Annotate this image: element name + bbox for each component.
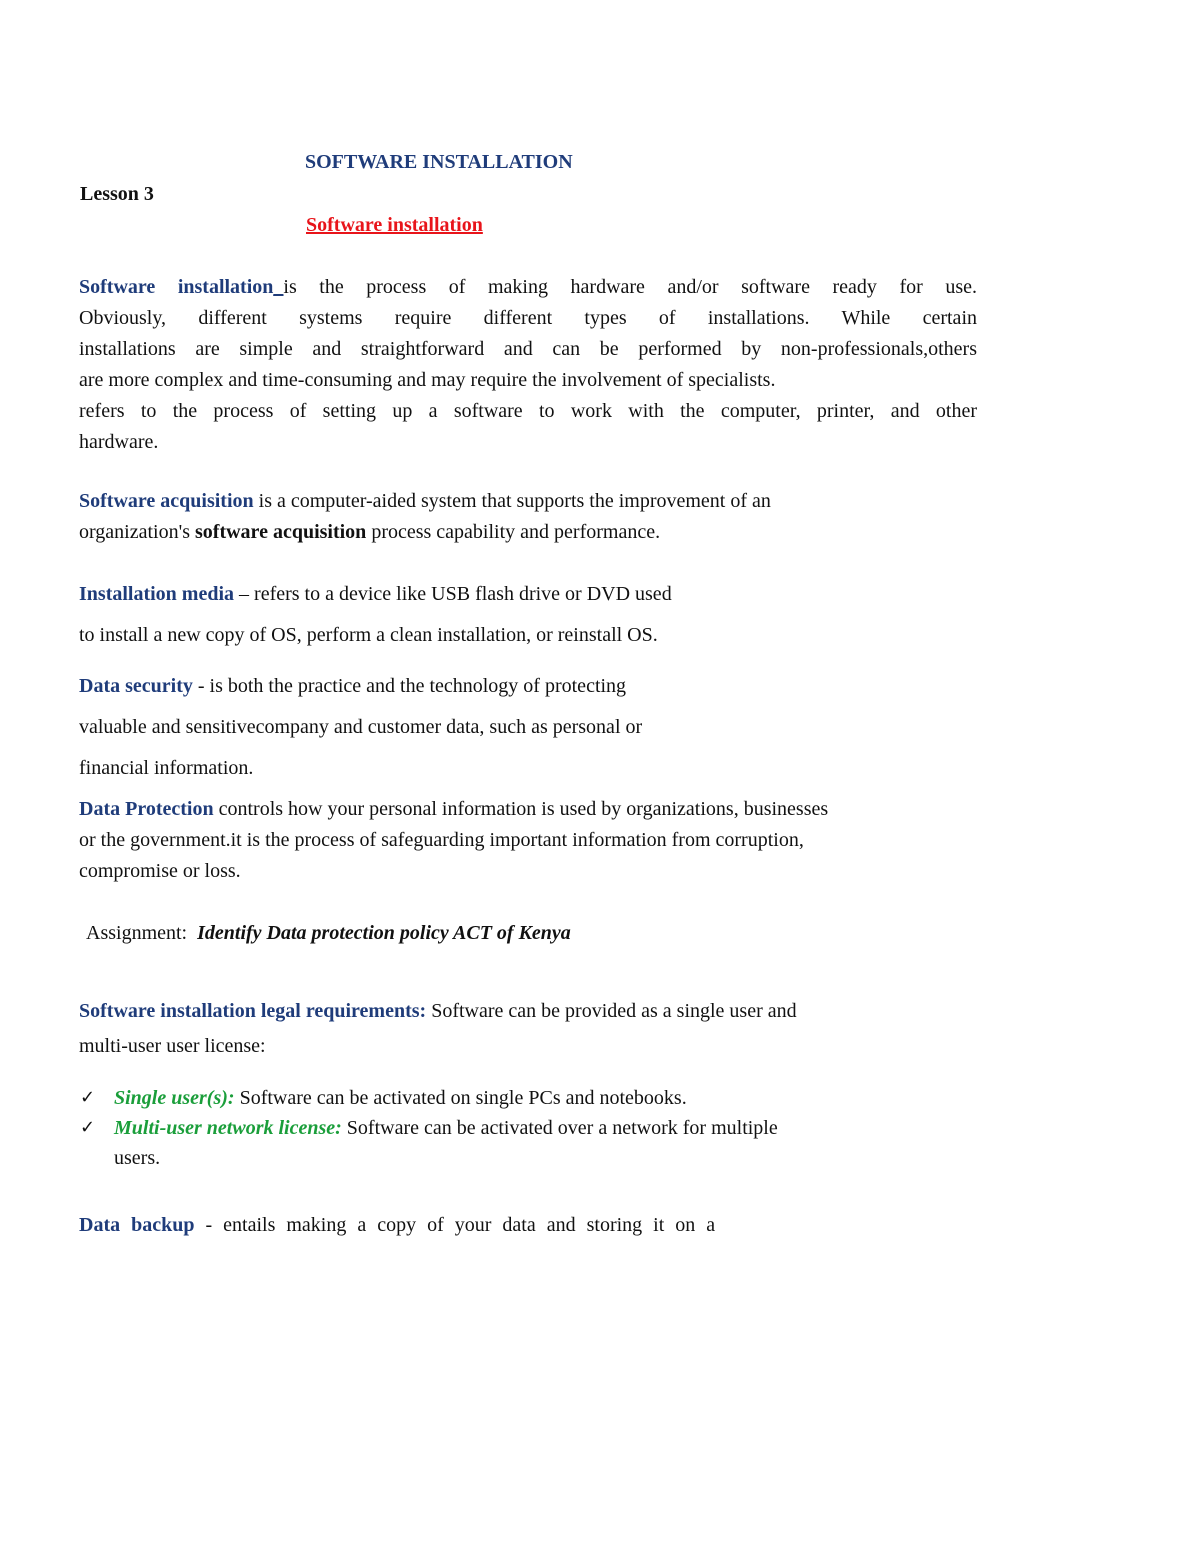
paragraph-text: process capability and performance. — [366, 521, 661, 543]
paragraph-protection-line-3: compromise or loss. — [79, 860, 241, 882]
paragraph-backup-line-1 — [79, 1213, 715, 1237]
assignment-line — [86, 921, 571, 945]
bullet-text: Software can be activated over a network for multiple — [341, 1117, 778, 1139]
paragraph-text: Software can be provided as a single user and — [426, 1000, 797, 1022]
checkmark-icon: ✓ — [80, 1117, 96, 1138]
bullet-term: Multi-user network license: — [114, 1117, 342, 1139]
term-installation-media: Installation media — [79, 583, 235, 605]
paragraph-install-line-3: installations are simple and straightforward and can be performed by non-professionals,others — [79, 338, 977, 360]
term-underscore: _ — [273, 276, 284, 298]
term-data-backup: Data backup — [79, 1214, 195, 1236]
paragraph-install-line-5: refers to the process of setting up a software to work with the computer, printer, and other — [79, 400, 977, 422]
assignment-text: Identify Data protection policy ACT of Kenya — [197, 922, 571, 944]
paragraph-protection-line-2: or the government.it is the process of safeguarding important information from corruption, — [79, 829, 804, 851]
paragraph-text: controls how your personal information is used by organizations, businesses — [213, 798, 829, 820]
term-software-acquisition: Software acquisition — [79, 490, 254, 512]
term-software-installation: Software installation — [79, 276, 274, 298]
paragraph-media-line-2: to install a new copy of OS, perform a clean installation, or reinstall OS. — [79, 624, 658, 646]
paragraph-text: - is both the practice and the technology of protecting — [192, 675, 627, 697]
list-item-continuation: users. — [114, 1147, 161, 1169]
paragraph-install-line-2: Obviously, different systems require different types of installations. While certain — [79, 307, 977, 329]
paragraph-install-line-1 — [79, 275, 977, 299]
term-data-protection: Data Protection — [79, 798, 214, 820]
assignment-label: Assignment: — [86, 922, 188, 944]
paragraph-text: is a computer-aided system that supports the improvement of an — [253, 490, 771, 512]
paragraph-acquisition-line-2 — [79, 520, 660, 544]
list-item — [114, 1086, 687, 1110]
bullet-term: Single user(s): — [114, 1087, 235, 1109]
term-data-security: Data security — [79, 675, 193, 697]
paragraph-security-line-2: valuable and sensitivecompany and customer data, such as personal or — [79, 716, 643, 738]
paragraph-text: organization's — [79, 521, 195, 543]
section-subtitle: Software installation — [306, 214, 483, 236]
paragraph-protection-line-1 — [79, 797, 828, 821]
page-title: SOFTWARE INSTALLATION — [305, 151, 573, 173]
paragraph-text: – refers to a device like USB flash drive or DVD used — [234, 583, 672, 605]
lesson-label: Lesson 3 — [80, 183, 154, 205]
paragraph-install-line-6: hardware. — [79, 431, 159, 453]
list-item — [114, 1116, 778, 1140]
paragraph-security-line-1 — [79, 674, 626, 698]
checkmark-icon: ✓ — [80, 1087, 96, 1108]
term-legal-requirements: Software installation legal requirements: — [79, 1000, 427, 1022]
paragraph-text: - entails making a copy of your data and storing it on a — [194, 1214, 716, 1236]
paragraph-media-line-1 — [79, 582, 672, 606]
paragraph-legal-line-1 — [79, 999, 797, 1023]
bold-phrase: software acquisition — [195, 521, 367, 543]
bullet-text: Software can be activated on single PCs and notebooks. — [234, 1087, 687, 1109]
paragraph-legal-line-2: multi-user user license: — [79, 1035, 266, 1057]
paragraph-text: is the process of making hardware and/or software ready for use. — [283, 276, 977, 298]
paragraph-install-line-4: are more complex and time-consuming and may require the involvement of specialists. — [79, 369, 776, 391]
paragraph-acquisition-line-1 — [79, 489, 771, 513]
paragraph-security-line-3: financial information. — [79, 757, 254, 779]
